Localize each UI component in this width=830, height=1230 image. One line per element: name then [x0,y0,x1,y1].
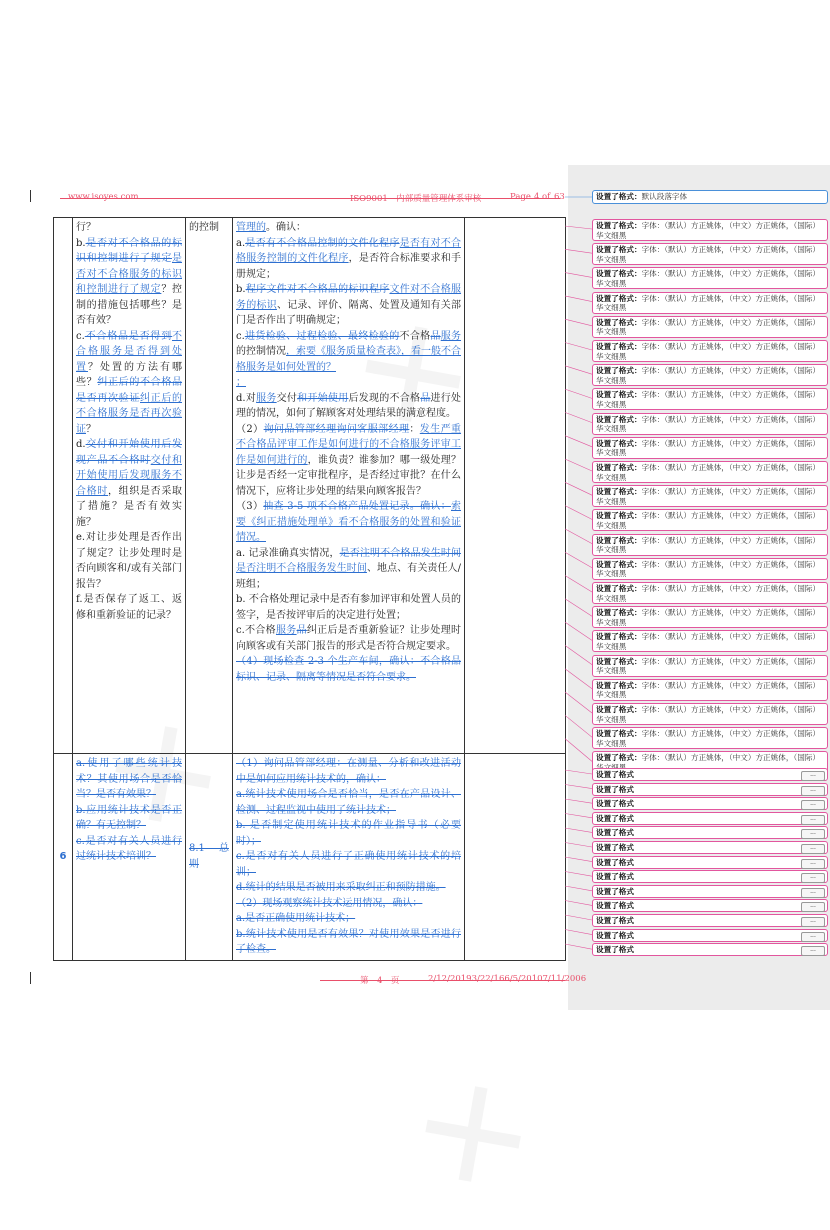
balloon-text: 字体：（默认）方正姚体，（中文）方正姚体，（国际）华文细黑 [596,269,821,288]
balloon-connector [565,506,592,520]
balloon-expand-button[interactable]: ... [801,917,825,927]
balloon-connector [565,843,592,848]
inserted-text: 文件对不合格服务的标识 [236,284,462,311]
format-balloon[interactable] [592,885,828,898]
footer-page: 第 4 页 [360,976,400,986]
deleted-text: b. 是否制定使用统计技术的作业指导书（必要时）； [236,820,461,847]
text-run: 。确认： [266,222,306,233]
text-run: b. [76,237,86,249]
balloon-label: 设置了格式： [596,463,642,472]
balloon-connector [565,412,592,422]
text-run: 、地点、有关责任人/班组； [236,563,462,590]
text-run: ，是否符合标准要求和手册规定； [236,253,462,280]
balloon-text: 字体：（默认）方正姚体，（中文）方正姚体，（国际）华文细黑 [596,438,821,458]
balloon-label: 设置了格式： [596,656,642,666]
balloon-text: 字体：（默认）方正姚体，（中文）方正姚体，（国际）华文细黑 [596,729,821,748]
balloon-label: 设置了格式 [596,799,634,809]
format-balloon[interactable] [592,727,828,749]
format-balloon[interactable] [592,534,828,556]
balloon-connector [565,249,592,253]
balloon-expand-button[interactable]: ... [801,932,825,942]
balloon-text: 字体：（默认）方正姚体，（中文）方正姚体，（国际）华文细黑 [596,632,821,651]
format-balloon[interactable] [592,485,828,507]
format-balloon[interactable] [592,870,828,883]
format-balloon[interactable] [592,292,828,314]
balloon-connector [565,915,592,920]
balloon-label: 设置了格式 [596,843,634,852]
format-balloon[interactable] [592,606,828,628]
balloon-label: 设置了格式： [596,559,642,569]
inserted-text: 不合格服务是否得到处置 [76,330,182,373]
format-balloon[interactable] [592,783,828,796]
header-total-pages: 63 [554,192,565,202]
text-run: 进行处理的情况，如何了解顾客对处理结果的满意程度。 [236,392,462,419]
text-run: b. 不合格处理记录中是否有参加评审和处置人员的签字，是否按评审后的决定进行处置； [236,594,461,621]
balloon-label: 设置了格式： [596,192,642,201]
inserted-text: 是否有对不合格服务控制的文件化程序 [236,237,462,264]
format-balloon[interactable] [592,856,828,869]
deleted-text: 抽查 3-5 项不合格产品处置记录。确认： [263,501,451,512]
text-run: 不合格 [399,330,431,342]
balloon-text: 字体：（默认）方正姚体，（中文）方正姚体，（国际）华文细黑 [596,487,821,506]
balloon-connector [565,599,592,616]
text-run: 行？ [76,222,96,233]
balloon-label: 设置了格式： [596,366,642,376]
deleted-text: 是否注明不合格品发生时间 [339,547,461,559]
inserted-text: 服务 [275,625,297,636]
balloon-connector [565,226,592,229]
balloon-label: 设置了格式 [596,784,634,794]
text-run: 的控制情况 [236,346,286,357]
balloon-text: 字体：（默认）方正姚体，（中文）方正姚体，（国际）华文细黑 [596,608,821,627]
text-run: ？ [86,423,96,435]
balloon-connector [565,930,592,935]
balloon-label: 设置了格式： [596,269,642,279]
balloon-text: 字体：（默认）方正姚体，（中文）方正姚体，（国际）华文细黑 [596,221,821,240]
balloon-text: 字体：（默认）方正姚体，（中文）方正姚体，（国际）华文细黑 [596,584,821,603]
format-balloon[interactable] [592,582,828,604]
balloon-label: 设置了格式： [596,584,642,593]
format-balloon[interactable] [592,655,828,677]
header-of-label: of [542,192,551,202]
balloon-text: 默认段落字体 [641,192,688,201]
balloon-label: 设置了格式 [596,901,634,911]
balloon-text: 字体：（默认）方正姚体，（中文）方正姚体，（国际）华文细黑 [596,390,821,409]
deleted-text: 品 [430,330,441,342]
balloon-expand-button[interactable]: ... [801,844,825,854]
balloon-label: 设置了格式： [596,390,642,400]
balloon-connector [565,319,592,326]
balloon-text: 字体：（默认）方正姚体，（中文）方正姚体，（国际）华文细黑 [596,559,821,579]
text-run: ？控制的措施包括哪些？是否有效？ [76,284,183,326]
deleted-text: 品 [296,625,307,636]
balloon-connector [565,343,592,351]
balloon-expand-button[interactable]: ... [801,771,825,781]
balloon-label: 设置了格式 [596,857,634,867]
format-balloon[interactable] [592,388,828,410]
balloon-connector [565,814,592,818]
inserted-text: 服务 [256,392,277,404]
balloon-label: 设置了格式： [596,680,642,690]
text-run: e.对让步处理是否作出了规定？让步处理时是否向顾客和/或有关部门报告？ [76,532,182,590]
deleted-text: a.统计技术使用场合是否恰当，是否在产品设计、检测、过程监视中使用了统计技术； [236,789,461,816]
format-balloon[interactable] [592,899,828,912]
balloon-expand-button[interactable]: ... [801,786,825,796]
balloon-text: 字体：（默认）方正姚体，（中文）方正姚体，（国际）华文细黑 [596,656,821,676]
balloon-expand-button[interactable]: ... [801,946,825,956]
balloon-connector [565,366,592,374]
balloon-text: 字体：（默认）方正姚体，（中文）方正姚体，（国际）华文细黑 [596,317,821,337]
balloon-label: 设置了格式 [596,945,634,955]
balloon-label: 设置了格式 [596,770,634,779]
text-run: c. [236,330,245,342]
balloon-label: 设置了格式： [596,438,642,448]
inserted-text: 交付和开始使用后发现服务不合格时 [76,454,183,497]
balloon-connector [565,770,592,774]
header-page-label: Page [510,192,531,202]
text-run: f.是否保存了返工、返修和重新验证的记录？ [76,594,182,621]
format-balloon[interactable] [592,316,828,338]
balloon-text: 字体：（默认）方正姚体，（中文）方正姚体，（国际）华文细黑 [596,511,821,530]
inserted-text: 纠正后的不合格服务是否再次验证 [76,392,182,435]
balloon-label: 设置了格式： [596,511,642,521]
text-run: ，谁负责？谁参加？哪一级处理？让步是否经一定审批程序，是否经过审批？在什么情况下，应将让步处理的结果向顾客报告？ [236,454,462,497]
row2-clause: 8.1 总则 [189,843,229,870]
deleted-text: d.统计的结果是否被用来采取纠正和预防措施。 [236,882,446,893]
format-balloon[interactable] [592,812,828,825]
format-balloon[interactable] [592,914,828,927]
deleted-text: 是否有不合格品控制的文件化程序 [245,237,400,249]
balloon-connector [565,739,592,762]
balloon-connector [565,872,592,877]
format-balloon[interactable] [592,364,828,386]
format-balloon[interactable] [592,413,828,435]
text-run: ： [409,423,420,435]
balloon-label: 设置了格式： [596,535,642,545]
balloon-connector [565,576,592,593]
balloon-label: 设置了格式： [596,753,642,763]
format-balloon[interactable] [592,190,828,204]
text-run: ？处置的方法有哪些？ [76,361,182,388]
balloon-expand-button[interactable]: ... [801,815,825,825]
inserted-text: ，索要《服务质量检查表》，看一般不合格服务是如何处置的？ [236,346,461,373]
balloon-label: 设置了格式 [596,813,634,823]
balloon-connector [565,715,592,737]
text-run: 纠正后是否重新验证？让步处理时向顾客或有关部门报告的形式是否符合规定要求。 [236,625,462,652]
balloon-label: 设置了格式： [596,342,642,351]
text-run: c.不合格 [236,625,276,636]
format-balloon[interactable] [592,679,828,701]
deleted-text: 不合格品是否得到 [84,330,172,342]
deleted-text: （2）现场观察统计技术运用情况，确认： [236,897,423,909]
header-page-number: 4 [534,192,540,202]
balloon-expand-button[interactable]: ... [801,888,825,898]
balloon-label: 设置了格式 [596,886,634,896]
text-run: a. 记录准确真实情况， [236,547,340,559]
row1-clause: 的控制 [189,222,219,233]
balloon-label: 设置了格式： [596,317,642,327]
deleted-text: c.是否对有关人员进行过统计技术培训？ [76,835,182,862]
balloon-expand-button[interactable]: ... [801,859,825,869]
deleted-text: （4）现场检查 2-3 个生产车间，确认：不合格品标识、记录、隔离等情况是否符合要求。 [236,656,461,683]
balloon-label: 设置了格式： [596,245,642,255]
deleted-text: （1）询问品管部经理：在测量、分析和改进活动中是如何应用统计技术的，确认： [236,758,461,785]
text-run: 交付 [276,392,298,404]
text-run: a. [236,237,246,249]
format-balloon[interactable] [592,841,828,854]
balloon-connector [565,296,592,302]
balloon-connector [565,785,592,789]
deleted-text: b.统计技术使用是否有效果？对使用效果是否进行了检查。 [236,928,461,955]
balloon-label: 设置了格式： [596,487,642,497]
text-run: d.对 [236,392,257,404]
deleted-text: a.使用了哪些统计技术？其使用场合是否恰当？是否有效果？ [76,758,182,800]
balloon-label: 设置了格式： [596,221,642,230]
balloon-text: 字体：（默认）方正姚体，（中文）方正姚体，（国际） [641,753,821,763]
deleted-text: 进货检验、过程检验、最终检验的 [244,330,400,342]
balloon-label: 设置了格式 [596,930,634,940]
balloon-text: 字体：（默认）方正姚体，（中文）方正姚体，（国际）华文细黑 [596,680,821,700]
balloon-connector [565,529,592,544]
text-run: （3） [236,501,264,512]
deleted-text: c.是否对有关人员进行了正确使用统计技术的培训； [236,851,461,878]
deleted-text: 品 [420,392,431,404]
balloon-connector [565,622,592,640]
text-run: （2） [236,423,264,435]
format-balloon[interactable] [592,826,828,839]
format-balloon[interactable] [592,929,828,942]
balloon-text: 字体：（默认）方正姚体，（中文）方正姚体，（国际）华文细黑 [596,463,821,482]
balloon-expand-button[interactable]: ... [801,829,825,839]
balloon-connector [565,857,592,862]
inserted-text: 索要《纠正措施处理单》看不合格服务的处置和验证情况。 [236,501,461,543]
balloon-text: 字体：（默认）方正姚体，（中文）方正姚体，（国际）华文细黑 [596,245,821,264]
balloon-connector [565,799,592,803]
balloon-label: 设置了格式 [596,872,634,882]
deleted-text: 纠正后的不合格品是否再次验证 [76,377,183,404]
inserted-text: 服务 [440,330,462,342]
inserted-text: ； [236,377,246,388]
deleted-text: 和开始使用 [297,392,349,404]
text-run: b. [236,284,246,295]
balloon-connector [565,389,592,398]
balloon-text: 字体：（默认）方正姚体，（中文）方正姚体，（国际）华文细黑 [596,342,821,361]
balloon-connector [565,645,592,664]
format-balloon[interactable] [592,437,828,459]
inserted-text: 管理的 [236,222,266,233]
balloon-connector [565,692,592,713]
balloon-connector [565,459,592,471]
deleted-text: a.是否正确使用统计技术； [236,913,356,924]
header-url[interactable]: www.isoyes.com [68,192,139,202]
format-balloon[interactable] [592,768,828,781]
balloon-label: 设置了格式： [596,608,642,618]
deleted-text: 询问品管部经理询问客服部经理 [263,423,410,435]
deleted-text: 是否对不合格品的标识和控制进行了规定 [76,237,182,264]
inserted-text: 是否注明不合格服务发生时间 [236,563,367,574]
row2-number: 6 [59,851,67,862]
format-balloon[interactable] [592,219,828,241]
balloon-text: 字体：（默认）方正姚体，（中文）方正姚体，（国际）华文细黑 [596,293,821,313]
header-title: ISO9001 内部质量管理体系审核 [350,194,482,204]
text-run: d. [76,439,86,450]
footer-dates: 2/12/20193/22/166/5/20107/11/2006 [428,974,587,984]
deleted-text: 交付和开始使用后发现产品不合格时 [76,439,182,466]
balloon-text: 字体：（默认）方正姚体，（中文）方正姚体，（国际）华文细黑 [596,705,821,724]
balloon-connector [565,828,592,832]
balloon-connector [565,886,592,891]
balloon-label: 设置了格式： [596,705,642,714]
text-run: 、记录、评价、隔离、处置及通知有关部门是否作出了明确规定； [236,299,462,326]
balloon-label: 设置了格式： [596,293,642,303]
balloon-label: 设置了格式： [596,729,642,739]
text-run: 后发现的不合格 [348,392,421,404]
balloon-label: 设置了格式 [596,916,634,925]
balloon-connector [565,669,592,689]
deleted-text: 程序文件对不合格品的标识程序 [245,284,390,295]
balloon-expand-button[interactable]: ... [801,902,825,912]
text-run: c. [76,330,85,342]
inserted-text: 是否对不合格服务的标识和控制进行了规定 [76,253,182,295]
balloon-label: 设置了格式： [596,414,642,424]
balloon-expand-button[interactable]: ... [801,800,825,810]
format-balloon[interactable] [592,703,828,725]
balloon-connector [565,482,592,495]
balloon-text: 字体：（默认）方正姚体，（中文）方正姚体，（国际）华文细黑 [596,366,821,385]
format-balloon[interactable] [592,630,828,652]
balloon-connector [565,944,592,949]
format-balloon[interactable] [592,943,828,956]
format-balloon[interactable] [592,461,828,483]
format-balloon[interactable] [592,797,828,810]
inserted-text: 发生严重不合格品评审工作是如何进行的不合格服务评审工作是如何进行的 [236,423,462,466]
balloon-text: 字体：（默认）方正姚体，（中文）方正姚体，（国际）华文细黑 [596,414,821,434]
format-balloon[interactable] [592,509,828,531]
format-balloon[interactable] [592,558,828,580]
balloon-connector [565,273,592,278]
balloon-label: 设置了格式： [596,632,642,642]
balloon-connector [565,901,592,906]
balloon-connector [565,436,592,447]
balloon-connector [565,552,592,568]
balloon-label: 设置了格式 [596,828,634,838]
text-run: ，组织是否采取了措施？是否有效实施？ [76,485,182,528]
balloon-text: 字体：（默认）方正姚体，（中文）方正姚体，（国际）华文细黑 [596,535,821,555]
format-balloon[interactable] [592,340,828,362]
balloon-expand-button[interactable]: ... [801,873,825,883]
format-balloon[interactable] [592,243,828,265]
format-balloon[interactable] [592,267,828,289]
deleted-text: b.应用统计技术是否正确？有无控制？ [76,804,182,831]
